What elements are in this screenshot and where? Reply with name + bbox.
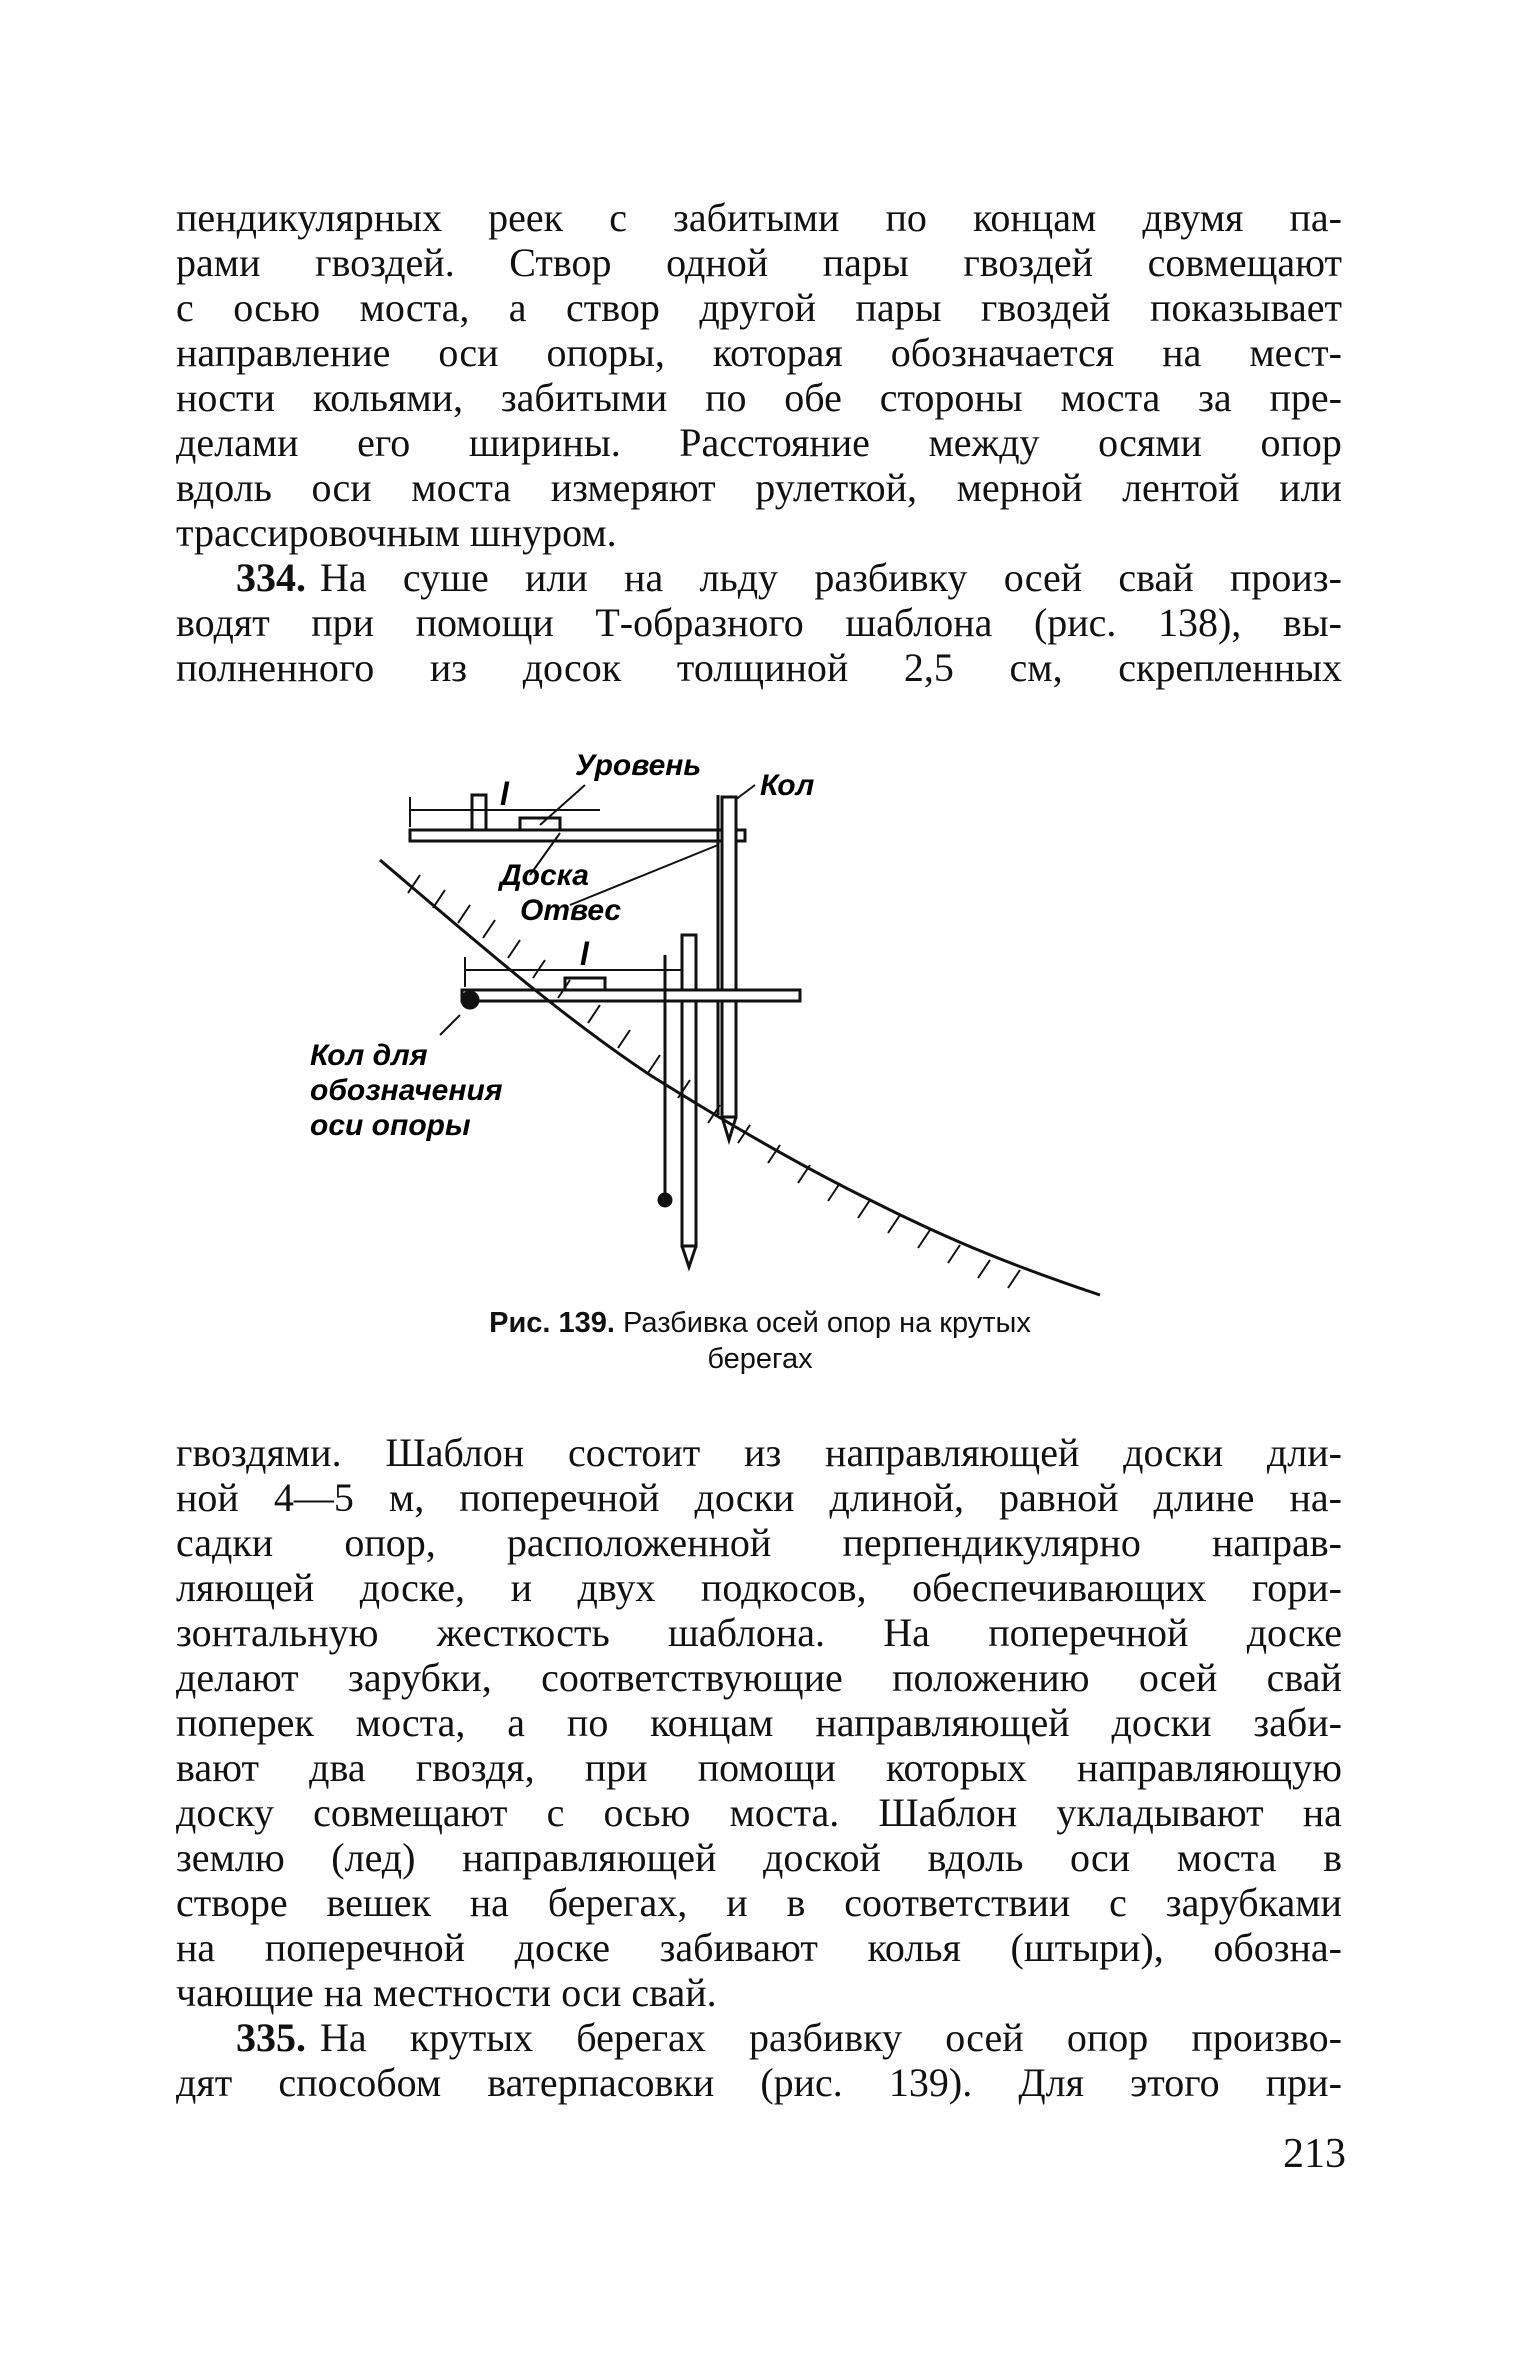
word: этого [1130, 2060, 1220, 2105]
word: оси [311, 465, 372, 510]
word: равной [999, 1475, 1119, 1520]
word: стороны [879, 375, 1023, 420]
label-axis-stake-2: обозначения [310, 1074, 503, 1107]
paragraph-334-first-line [176, 555, 1342, 600]
text-line [176, 600, 1342, 645]
word: оси [438, 330, 499, 375]
word: 2,5 [903, 645, 954, 690]
text-line [176, 330, 1342, 375]
word: поперечной [264, 1925, 466, 1970]
word: рулеткой, [755, 465, 917, 510]
word: гори- [1251, 1565, 1342, 1610]
word: берегах [576, 2015, 706, 2060]
word: зонтальную [176, 1610, 379, 1655]
word: мест- [1249, 330, 1342, 375]
word: или [1279, 465, 1342, 510]
word: направляющей [815, 1700, 1070, 1745]
caption-line-2: берегах [707, 1343, 813, 1375]
label-plumb: Отвес [520, 894, 622, 927]
word: ватерпасовки [487, 2060, 715, 2105]
word: оси [1070, 1835, 1131, 1880]
word: 4—5 [273, 1475, 354, 1520]
text-line [176, 1790, 1342, 1835]
word: другой [699, 285, 816, 330]
text-line [176, 195, 1342, 240]
word: осью [603, 1790, 691, 1835]
word: садки [176, 1520, 274, 1565]
word: из [429, 645, 468, 690]
paragraph-335-first-line [176, 2015, 1342, 2060]
word: гвоздей. [315, 240, 455, 285]
word: На [320, 2015, 367, 2060]
word: его [357, 420, 411, 465]
word: концам [972, 195, 1097, 240]
word: с [609, 195, 627, 240]
word: доске [514, 1925, 610, 1970]
word: разбивку [814, 555, 968, 600]
word: поперек [176, 1700, 314, 1745]
word: перпендикулярно [842, 1520, 1141, 1565]
word: свай [1118, 555, 1194, 600]
word: (штыри), [1010, 1925, 1164, 1970]
leader-level [540, 785, 585, 825]
label-level: Уровень [575, 749, 702, 782]
word: или [524, 555, 588, 600]
word: пендикулярных [176, 195, 443, 240]
word: забитыми [500, 375, 668, 420]
word: обеспечивающих [912, 1565, 1207, 1610]
word: моста [411, 465, 512, 510]
word: На [883, 1610, 930, 1655]
word: направляющей [825, 1430, 1080, 1475]
word: из [744, 1430, 782, 1475]
word: при- [1265, 2060, 1342, 2105]
caption-prefix: Рис. 139. [489, 1307, 615, 1339]
label-length-1: l [500, 776, 509, 812]
word: а [508, 285, 527, 330]
word: доску [176, 1790, 274, 1835]
word: измеряют [550, 465, 716, 510]
word: кольями, [312, 375, 464, 420]
word: произ- [1229, 555, 1342, 600]
word: показывает [1149, 285, 1342, 330]
word: дли- [1266, 1430, 1342, 1475]
word: мерной [956, 465, 1083, 510]
word: осями [1098, 420, 1202, 465]
text-line: чающие на местности оси свай. [176, 1970, 717, 2015]
plumb-bob [659, 1194, 671, 1206]
word: помощи [415, 600, 554, 645]
word: На [320, 555, 367, 600]
text-line [176, 1520, 1342, 1565]
word: на [624, 555, 664, 600]
word: разбивку [748, 2015, 903, 2060]
word: ляющей [176, 1565, 315, 1610]
word: доской [763, 1835, 881, 1880]
word: Для [1018, 2060, 1085, 2105]
text-line [176, 420, 1342, 465]
word: с [546, 1790, 565, 1835]
word: гвоздями. [176, 1430, 342, 1475]
text-line [176, 2060, 1342, 2105]
word: доски [694, 1475, 795, 1520]
word: одной [666, 240, 769, 285]
word: обозна- [1213, 1925, 1342, 1970]
lower-level [565, 978, 605, 990]
text-line [176, 465, 1342, 510]
paragraph-number: 335. [236, 2015, 306, 2060]
word: расположенной [506, 1520, 772, 1565]
word: и [510, 1565, 532, 1610]
text-line [176, 240, 1342, 285]
word: пары [855, 285, 942, 330]
caption-line-1 [380, 1305, 1140, 1341]
text-line: трассировочным шнуром. [176, 510, 617, 555]
word: на- [1289, 1475, 1342, 1520]
text-line [176, 645, 1342, 690]
word: доске, [359, 1565, 466, 1610]
word: доски [1123, 1430, 1224, 1475]
text-line [176, 1655, 1342, 1700]
word: по [566, 1700, 609, 1745]
word: направление [176, 330, 391, 375]
stake-2-tip [682, 1246, 696, 1267]
word: реек [488, 195, 564, 240]
text-block-top [176, 195, 1342, 690]
word: забитыми [673, 195, 840, 240]
word: длиной, [829, 1475, 965, 1520]
word: поперечной [988, 1610, 1189, 1655]
word: льду [699, 555, 779, 600]
caption-text: Разбивка осей опор на крутых [623, 1307, 1031, 1339]
label-length-2: l [580, 936, 589, 972]
word: по [885, 195, 927, 240]
word: вы- [1282, 600, 1342, 645]
word: в [1323, 1835, 1342, 1880]
word: вдоль [176, 465, 272, 510]
word: которых [886, 1745, 1027, 1790]
text-line [176, 1880, 1342, 1925]
word: осью [233, 285, 321, 330]
word: зарубками [1165, 1880, 1342, 1925]
word: длине [1153, 1475, 1255, 1520]
word: делами [176, 420, 299, 465]
word: на [176, 1925, 216, 1970]
word: створе [176, 1880, 288, 1925]
figure-139 [310, 715, 1120, 1305]
word: произво- [1191, 2015, 1342, 2060]
word: в [786, 1880, 806, 1925]
word: с [176, 285, 194, 330]
word: лентой [1122, 465, 1240, 510]
word: гвоздей [963, 240, 1093, 285]
word: 139). [888, 2060, 973, 2105]
label-axis-stake-1: Кол для [310, 1039, 428, 1072]
word: (рис. [760, 2060, 843, 2105]
text-line [176, 1565, 1342, 1610]
text-line [176, 1700, 1342, 1745]
word: ной [176, 1475, 239, 1520]
word: пре- [1269, 375, 1342, 420]
word: Шаблон [385, 1430, 525, 1475]
text-line [176, 375, 1342, 420]
text-line [176, 1835, 1342, 1880]
word: двух [577, 1565, 656, 1610]
word: па- [1289, 195, 1342, 240]
word: шаблона [845, 600, 993, 645]
axis-stake [462, 992, 478, 1008]
word: пары [822, 240, 909, 285]
label-stake: Кол [760, 769, 815, 802]
word: состоит [567, 1430, 701, 1475]
word: между [928, 420, 1040, 465]
word: заби- [1253, 1700, 1342, 1745]
stake-2-top [682, 935, 696, 990]
text-line [176, 1925, 1342, 1970]
word: толщиной [676, 645, 849, 690]
word: ности [176, 375, 276, 420]
word: досок [522, 645, 622, 690]
word: поперечной [459, 1475, 660, 1520]
word: 138), [1157, 600, 1242, 645]
upper-board [410, 830, 745, 841]
word: моста. [729, 1790, 840, 1835]
word: доске [1246, 1610, 1342, 1655]
word: Шаблон [878, 1790, 1018, 1835]
leader-stake [735, 785, 755, 800]
word: Т-образного [595, 600, 804, 645]
word: а [507, 1700, 526, 1745]
word: полненного [176, 645, 375, 690]
word: моста, [355, 1700, 466, 1745]
word: совмещают [1147, 240, 1342, 285]
word: делают [176, 1655, 299, 1700]
word: м, [388, 1475, 425, 1520]
label-axis-stake-3: оси опоры [310, 1109, 471, 1142]
word: направляющую [1076, 1745, 1342, 1790]
word: гвоздя, [415, 1745, 535, 1790]
word: зарубки, [348, 1655, 492, 1700]
word: Расстояние [679, 420, 870, 465]
word: см, [1009, 645, 1063, 690]
word: колья [867, 1925, 961, 1970]
word: и [726, 1880, 748, 1925]
word: шаблона. [668, 1610, 826, 1655]
word: свай [1266, 1655, 1342, 1700]
word: соответствующие [541, 1655, 843, 1700]
label-board: Доска [500, 859, 589, 892]
word: концам [650, 1700, 774, 1745]
word: моста [1176, 1835, 1277, 1880]
word: опор, [344, 1520, 436, 1565]
word: на [1162, 330, 1202, 375]
word: землю [176, 1835, 285, 1880]
leader-axis-stake [440, 1015, 460, 1035]
word: осей [1003, 555, 1083, 600]
figure-caption [380, 1305, 1140, 1377]
word: способом [278, 2060, 442, 2105]
word: дят [176, 2060, 233, 2105]
text-line [176, 1475, 1342, 1520]
word: направ- [1211, 1520, 1342, 1565]
word: суше [402, 555, 489, 600]
word: забивают [659, 1925, 818, 1970]
word: направляющей [462, 1835, 717, 1880]
word: совмещают [313, 1790, 508, 1835]
word: которая [712, 330, 843, 375]
word: на [1302, 1790, 1342, 1835]
word: (лед) [331, 1835, 416, 1880]
word: доски [1111, 1700, 1212, 1745]
word: моста, [359, 285, 470, 330]
word: вдоль [927, 1835, 1024, 1880]
text-line [176, 1745, 1342, 1790]
word: крутых [409, 2015, 534, 2060]
word: водят [176, 600, 270, 645]
word: при [311, 600, 375, 645]
word: жесткость [436, 1610, 610, 1655]
word: по [705, 375, 747, 420]
text-line [176, 1430, 1342, 1475]
text-block-bottom [176, 1430, 1342, 2105]
word: укладывают [1056, 1790, 1264, 1835]
word: двумя [1142, 195, 1244, 240]
word: с [1109, 1880, 1127, 1925]
upper-stake [472, 795, 486, 830]
word: обозначается [890, 330, 1115, 375]
word: подкосов, [700, 1565, 867, 1610]
stake-2 [682, 1001, 696, 1246]
word: опор [1260, 420, 1342, 465]
word: опоры, [546, 330, 665, 375]
word: при [584, 1745, 648, 1790]
word: обе [784, 375, 842, 420]
word: скрепленных [1118, 645, 1342, 690]
stake-1 [722, 797, 736, 1117]
word: помощи [697, 1745, 836, 1790]
word: вают [176, 1745, 259, 1790]
page-number: 213 [1283, 2131, 1346, 2177]
word: берегах, [547, 1880, 688, 1925]
word: моста [1060, 375, 1161, 420]
word: положению [892, 1655, 1090, 1700]
text-line [176, 1610, 1342, 1655]
word: осей [945, 2015, 1024, 2060]
word: соответствии [844, 1880, 1071, 1925]
word: на [469, 1880, 509, 1925]
text-line [176, 285, 1342, 330]
word: два [309, 1745, 366, 1790]
paragraph-number: 334. [236, 555, 306, 600]
word: опор [1066, 2015, 1149, 2060]
word: Створ [509, 240, 612, 285]
word: рами [176, 240, 261, 285]
word: ширины. [468, 420, 621, 465]
lower-board [462, 990, 800, 1001]
word: за [1198, 375, 1232, 420]
figure-drawing [310, 715, 1120, 1305]
word: створ [566, 285, 660, 330]
word: вешек [326, 1880, 431, 1925]
word: гвоздей [980, 285, 1111, 330]
word: (рис. [1033, 600, 1117, 645]
word: осей [1138, 1655, 1218, 1700]
